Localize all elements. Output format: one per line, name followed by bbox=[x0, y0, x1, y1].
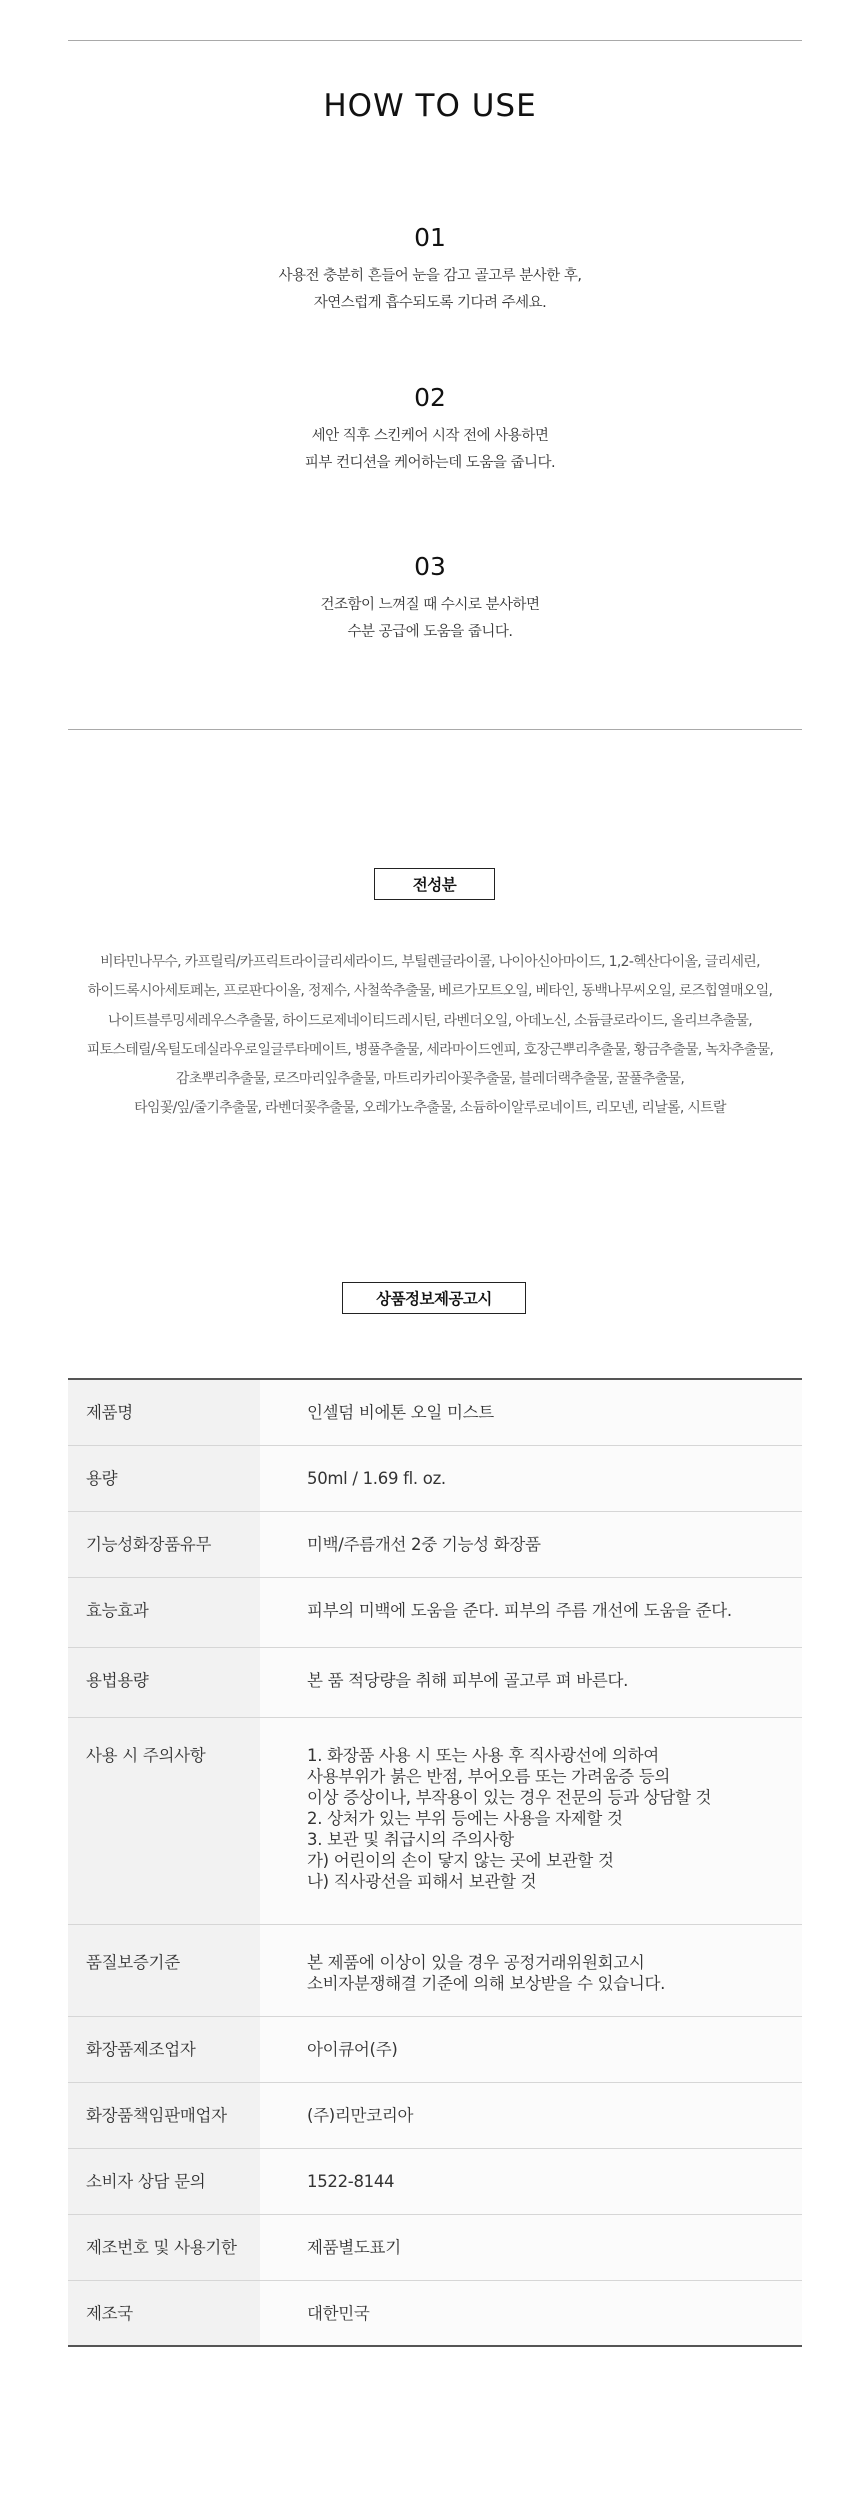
row-label: 효능효과 bbox=[68, 1577, 260, 1647]
row-value: 제품별도표기 bbox=[260, 2214, 802, 2280]
table-row bbox=[68, 1717, 802, 1924]
row-value: 본 제품에 이상이 있을 경우 공정거래위원회고시 소비자분쟁해결 기준에 의해 보상받을 수 있습니다. bbox=[260, 1924, 802, 2016]
row-label: 품질보증기준 bbox=[68, 1924, 260, 2016]
row-value: 50ml / 1.69 fl. oz. bbox=[260, 1445, 802, 1511]
ingredients-line: 비타민나무수, 카프릴릭/카프릭트라이글리세라이드, 부틸렌글라이콜, 나이아신아마이드, 1,2-헥산다이올, 글리세린, bbox=[100, 954, 760, 970]
table-row bbox=[68, 1511, 802, 1577]
row-value: 1. 화장품 사용 시 또는 사용 후 직사광선에 의하여 사용부위가 붉은 반점, 부어오름 또는 가려움증 등의 이상 증상이나, 부작용이 있는 경우 전문의 등과 상담할 것 2. 상처가 있는 부위 등에는 사용을 자제할 것 3. 보관 및 취급시의 주의사항 가) 어린이의 손이 닿지 않는 곳에 보관할 것 나) 직사광선을 피해서 보관할 것 bbox=[260, 1717, 802, 1924]
step-3 bbox=[0, 552, 860, 646]
step-number: 02 bbox=[414, 383, 446, 412]
row-label: 화장품책임판매업자 bbox=[68, 2082, 260, 2148]
table-row bbox=[68, 2016, 802, 2082]
row-value: 본 품 적당량을 취해 피부에 골고루 펴 바른다. bbox=[260, 1647, 802, 1717]
ingredients-title: 전성분 bbox=[374, 868, 495, 900]
row-label: 용법용량 bbox=[68, 1647, 260, 1717]
product-info-table bbox=[68, 1378, 802, 2347]
ingredients-line: 나이트블루밍세레우스추출물, 하이드로제네이티드레시틴, 라벤더오일, 아데노신, 소듐클로라이드, 올리브추출물, bbox=[108, 1012, 752, 1029]
row-value: 피부의 미백에 도움을 준다. 피부의 주름 개선에 도움을 준다. bbox=[260, 1577, 802, 1647]
row-label: 기능성화장품유무 bbox=[68, 1511, 260, 1577]
step-number: 03 bbox=[414, 552, 446, 581]
table-row bbox=[68, 1577, 802, 1647]
table-row bbox=[68, 2214, 802, 2280]
product-info-title: 상품정보제공고시 bbox=[342, 1282, 526, 1314]
table-row bbox=[68, 2148, 802, 2214]
how-to-use-title: HOW TO USE bbox=[323, 88, 537, 124]
row-label: 용량 bbox=[68, 1445, 260, 1511]
step-description: 건조함이 느껴질 때 수시로 분사하면 수분 공급에 도움을 줍니다. bbox=[320, 597, 540, 640]
row-label: 화장품제조업자 bbox=[68, 2016, 260, 2082]
ingredients-line: 피토스테릴/옥틸도데실라우로일글루타메이트, 병풀추출물, 세라마이드엔피, 호장근뿌리추출물, 황금추출물, 녹차추출물, bbox=[86, 1041, 774, 1058]
table-row bbox=[68, 1445, 802, 1511]
top-divider bbox=[68, 40, 802, 41]
table-row bbox=[68, 2280, 802, 2346]
row-label: 소비자 상담 문의 bbox=[68, 2148, 260, 2214]
table-row bbox=[68, 2082, 802, 2148]
ingredients-line: 감초뿌리추출물, 로즈마리잎추출물, 마트리카리아꽃추출물, 블레더랙추출물, 꿀풀추출물, bbox=[175, 1071, 685, 1088]
step-description: 세안 직후 스킨케어 시작 전에 사용하면 피부 컨디션을 케어하는데 도움을 줍니다. bbox=[304, 428, 556, 471]
row-label: 제조번호 및 사용기한 bbox=[68, 2214, 260, 2280]
step-description: 사용전 충분히 흔들어 눈을 감고 골고루 분사한 후, 자연스럽게 흡수되도록 기다려 주세요. bbox=[278, 268, 582, 311]
row-label: 사용 시 주의사항 bbox=[68, 1717, 260, 1924]
step-1 bbox=[0, 223, 860, 317]
table-row bbox=[68, 1647, 802, 1717]
ingredients-line: 하이드록시아세토페논, 프로판다이올, 정제수, 사철쑥추출물, 베르가모트오일, 베타인, 동백나무씨오일, 로즈힙열매오일, bbox=[87, 983, 773, 1000]
table-row bbox=[68, 1379, 802, 1445]
row-value: (주)리만코리아 bbox=[260, 2082, 802, 2148]
row-value: 미백/주름개선 2중 기능성 화장품 bbox=[260, 1511, 802, 1577]
row-value: 인셀덤 비에톤 오일 미스트 bbox=[260, 1379, 802, 1445]
row-value: 대한민국 bbox=[260, 2280, 802, 2346]
table-row bbox=[68, 1924, 802, 2016]
row-value: 1522-8144 bbox=[260, 2148, 802, 2214]
step-2 bbox=[0, 383, 860, 477]
row-label: 제조국 bbox=[68, 2280, 260, 2346]
row-label: 제품명 bbox=[68, 1379, 260, 1445]
step-number: 01 bbox=[414, 223, 446, 252]
row-value: 아이큐어(주) bbox=[260, 2016, 802, 2082]
ingredients-list bbox=[40, 948, 820, 1124]
ingredients-line: 타임꽃/잎/줄기추출물, 라벤더꽃추출물, 오레가노추출물, 소듐하이알루로네이트, 리모넨, 리날롤, 시트랄 bbox=[134, 1100, 726, 1117]
section-divider bbox=[68, 729, 802, 730]
